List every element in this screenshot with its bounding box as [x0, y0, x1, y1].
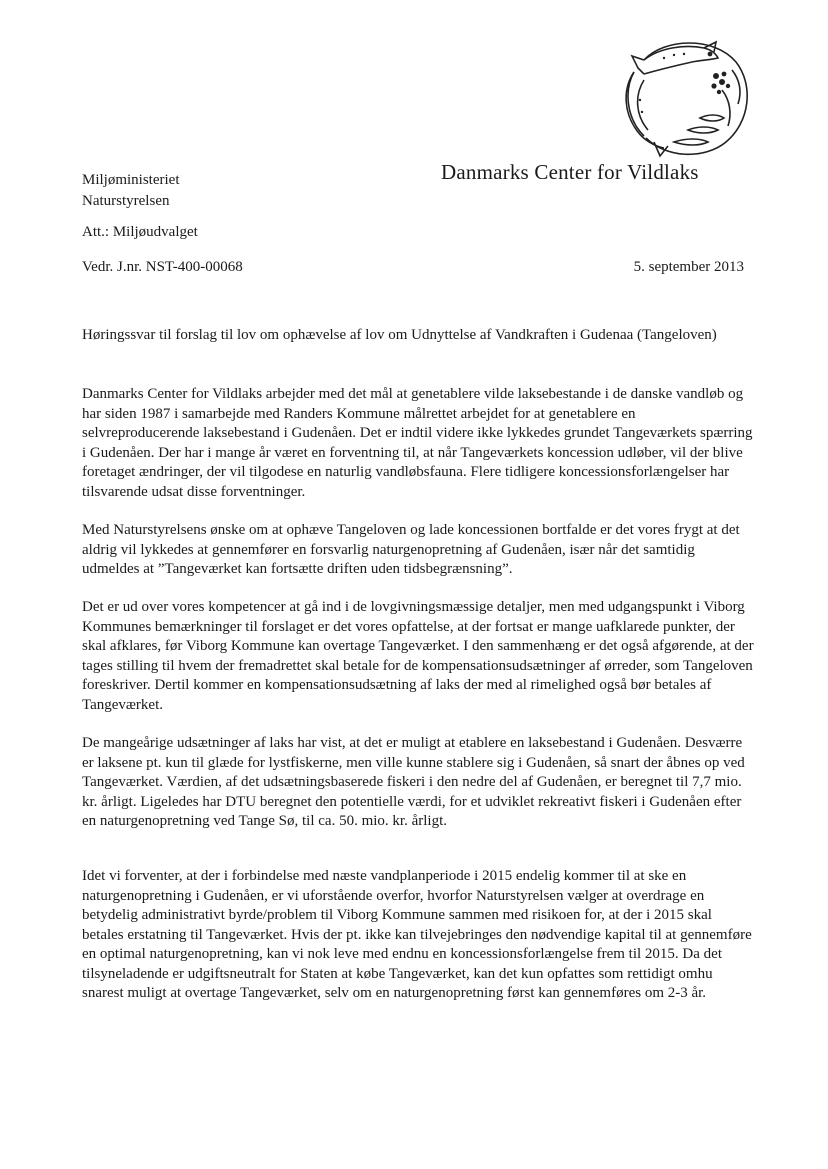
letter-date: 5. september 2013: [633, 259, 744, 275]
letter-subject: Høringssvar til forslag til lov om ophævelse af lov om Udnyttelse af Vandkraften i Gudenaa (Tangeloven): [82, 327, 717, 343]
body-paragraph: Danmarks Center for Vildlaks arbejder med det mål at genetablere vilde laksebestande i de danske vandløb og har siden 1987 i samarbejde med Randers Kommune målrettet arbejdet for at genetablere en selvreproducerende laksebestand i Gudenåen. Det er indtil videre ikke lykkedes grundet Tangeværkets spærring i Gudenåen. Der har i mange år været en forventning til, at når Tangeværkets koncession udløber, vil der blive foretaget ændringer, der vil tilgodese en naturlig vandløbsfauna. Flere tidligere koncessionsforlængelser har tilsvarende udsat disse forventninger.: [82, 386, 753, 500]
recipient-line-ministry: Miljøministeriet: [82, 172, 180, 188]
reference-number: Vedr. J.nr. NST-400-00068: [82, 259, 243, 275]
body-paragraph: Idet vi forventer, at der i forbindelse med næste vandplanperiode i 2015 endelig kommer til at ske en naturgenopretning i Gudenåen, er vi uforstående overfor, hvorfor Naturstyrelsen vælger at overdrage en betydelig administrativt byrde/problem til Viborg Kommune sammen med risikoen for, at der i 2015 skal betales erstatning til Tangeværket. Hvis der pt. ikke kan tilvejebringes den nødvendige kapital til at gennemføre en optimal naturgenopretning, kan vi nok leve med endnu en koncessionsforlængelse frem til 2015. Da det tilsyneladende er udgiftsneutralt for Staten at købe Tangeværket, kan det kun opfattes som rettidigt omhu snarest muligt at overtage Tangeværket, selv om en naturgenopretning først kan gennemføres om 2-3 år.: [82, 868, 752, 1001]
body-paragraph: De mangeårige udsætninger af laks har vist, at det er muligt at etablere en laksebestand i Gudenåen. Desværre er laksene pt. kun til glæde for lystfiskerne, men ville kunne stablere sig i Gudenåen, så snart der åbnes op ved Tangeværket. Værdien, af det udsætningsbaserede fiskeri i den nedre del af Gudenåen, er beregnet til 7,7 mio. kr. årligt. Ligeledes har DTU beregnet den potentielle værdi, for et udviklet rekreativt fiskeri i Gudenåen efter en naturgenopretning ved Tange Sø, til ca. 50. mio. kr. årligt.: [82, 735, 745, 829]
attention-line: Att.: Miljøudvalget: [82, 224, 198, 240]
body-paragraph: Med Naturstyrelsens ønske om at ophæve Tangeloven og lade koncessionen bortfalde er det vores frygt at det aldrig vil lykkedes at gennemfører en forsvarlig naturgenopretning af Gudenåen, især når det samtidig udmeldes at ”Tangeværket kan fortsætte driften uden tidsbegrænsning”.: [82, 522, 740, 577]
recipient-address: [82, 170, 180, 212]
organization-name: Danmarks Center for Vildlaks: [441, 160, 699, 184]
salmon-circle-logo: [604, 30, 754, 170]
body-paragraph: Det er ud over vores kompetencer at gå ind i de lovgivningsmæssige detaljer, men med udgangspunkt i Viborg Kommunes bemærkninger til forslaget er det vores opfattelse, at der fortsat er mange uafklarede punkter, der skal afklares, før Viborg Kommune kan overtage Tangeværket. I den sammenhæng er det også afgørende, at der tages stilling til hvem der fremadrettet skal betale for de kompensationsudsætninger af ørreder, som Tangeloven foreskriver. Dertil kommer en kompensationsudsætning af laks der med al rimelighed også bør betales af Tangeværket.: [82, 599, 754, 713]
recipient-line-agency: Naturstyrelsen: [82, 193, 170, 209]
